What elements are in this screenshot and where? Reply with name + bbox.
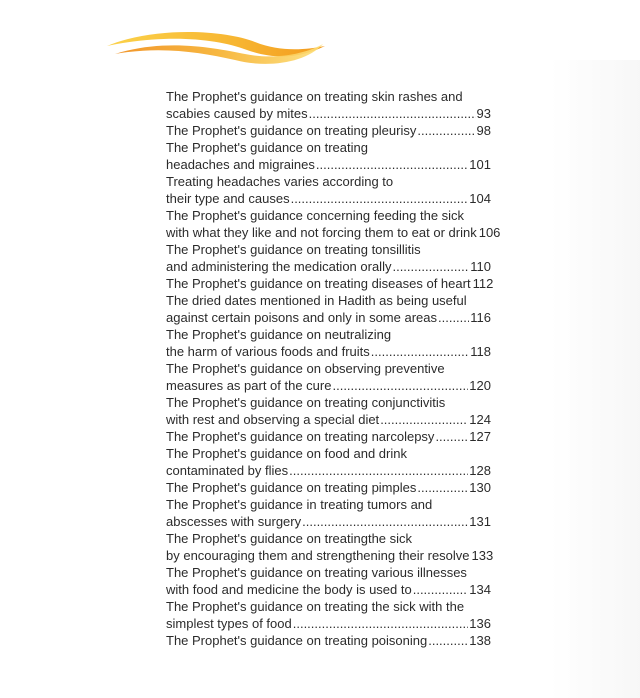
toc-entry-title: The Prophet's guidance on treating narcolepsy: [166, 429, 435, 444]
toc-entry-title: and administering the medication orally: [166, 259, 392, 274]
toc-entry-title: headaches and migraines: [166, 157, 315, 172]
toc-entry-title: The Prophet's guidance on treating pleurisy: [166, 123, 417, 138]
toc-entry-title: The Prophet's guidance on food and drink: [166, 446, 407, 461]
toc-entry[interactable]: [166, 496, 491, 530]
page-number: 93: [476, 106, 491, 121]
toc-entry-title: measures as part of the cure: [166, 378, 332, 393]
toc-entry-last-line: [166, 513, 491, 530]
toc-entry-title: The Prophet's guidance on treating tonsillitis: [166, 242, 421, 257]
toc-entry-title: with food and medicine the body is used to: [166, 582, 412, 597]
toc-entry[interactable]: [166, 326, 491, 360]
toc-entry[interactable]: [166, 479, 491, 496]
page-number: 104: [469, 191, 491, 206]
toc-entry-last-line: [166, 581, 491, 598]
toc-entry[interactable]: [166, 241, 491, 275]
toc-entry-last-line: [166, 258, 491, 275]
dot-leader: [302, 513, 468, 530]
dot-leader: [413, 581, 469, 598]
dot-leader: [428, 632, 468, 649]
page-number: 110: [470, 259, 491, 274]
toc-entry-last-line: [166, 105, 491, 122]
toc-entry[interactable]: [166, 598, 491, 632]
toc-entry-title: The Prophet's guidance on observing preventive: [166, 361, 445, 376]
toc-entry-title: The Prophet's guidance on treating: [166, 140, 368, 155]
page-number: 124: [469, 412, 491, 427]
page-number: 131: [469, 514, 491, 529]
toc-entry-last-line: [166, 309, 491, 326]
toc-entry-title: The Prophet's guidance on treating skin rashes and: [166, 89, 463, 104]
toc-entry-title: contaminated by flies: [166, 463, 289, 478]
page-number: 112: [472, 276, 494, 291]
dot-leader: [289, 462, 468, 479]
toc-entry[interactable]: [166, 360, 491, 394]
page-number: 128: [469, 463, 491, 478]
toc-entry-title: The Prophet's guidance on neutralizing: [166, 327, 392, 342]
toc-entry-title: The Prophet's guidance on treating conjunctivitis: [166, 395, 446, 410]
page-number: 138: [469, 633, 491, 648]
page-number: 116: [470, 310, 491, 325]
page-number: 98: [476, 123, 491, 138]
toc-entry[interactable]: [166, 292, 491, 326]
toc-entry[interactable]: [166, 564, 491, 598]
toc-entry-last-line: [166, 343, 491, 360]
toc-entry-last-line: [166, 462, 491, 479]
toc-entry-title: their type and causes: [166, 191, 290, 206]
toc-entry-title: The Prophet's guidance on treating poisoning: [166, 633, 428, 648]
toc-entry-title: against certain poisons and only in some areas: [166, 310, 437, 325]
toc-entry-title: The Prophet's guidance on treatingthe sick: [166, 531, 413, 546]
toc-entry-title: The Prophet's guidance on treating pimples: [166, 480, 417, 495]
toc-entry-title: with what they like and not forcing them to eat or drink: [166, 225, 477, 240]
page-number: 133: [471, 548, 494, 563]
page-number: 136: [469, 616, 491, 631]
toc-entry-title: The Prophet's guidance on treating diseases of heart: [166, 276, 471, 291]
toc-entry-title: scabies caused by mites: [166, 106, 308, 121]
toc-entry-last-line: [166, 547, 494, 564]
toc-entry-title: The Prophet's guidance in treating tumors and: [166, 497, 433, 512]
toc-entry-last-line: [166, 190, 491, 207]
page-number: 118: [470, 344, 491, 359]
toc-entry-title: The dried dates mentioned in Hadith as being useful: [166, 293, 467, 308]
toc-entry-last-line: [166, 615, 491, 632]
swoosh-ornament-icon: [105, 24, 327, 72]
toc-entry-title: the harm of various foods and fruits: [166, 344, 370, 359]
toc-entry-last-line: [166, 632, 491, 649]
table-of-contents: [166, 88, 501, 649]
toc-entry-last-line: [166, 224, 501, 241]
toc-entry-title: The Prophet's guidance on treating the sick with the: [166, 599, 465, 614]
dot-leader: [417, 122, 475, 139]
dot-leader: [371, 343, 469, 360]
toc-entry-title: by encouraging them and strengthening their resolve: [166, 548, 470, 563]
toc-entry[interactable]: [166, 139, 491, 173]
dot-leader: [291, 190, 469, 207]
toc-entry[interactable]: [166, 88, 491, 122]
toc-entry[interactable]: [166, 122, 491, 139]
toc-entry-last-line: [166, 377, 491, 394]
toc-entry-last-line: [166, 122, 491, 139]
dot-leader: [293, 615, 469, 632]
dot-leader: [417, 479, 468, 496]
toc-entry[interactable]: [166, 275, 494, 292]
toc-entry-title: with rest and observing a special diet: [166, 412, 380, 427]
dot-leader: [332, 377, 468, 394]
page-edge-shade: [550, 60, 640, 698]
page-number: 106: [478, 225, 501, 240]
toc-entry[interactable]: [166, 207, 501, 241]
page-number: 127: [469, 429, 491, 444]
toc-entry[interactable]: [166, 530, 494, 564]
toc-entry-title: abscesses with surgery: [166, 514, 302, 529]
toc-entry-last-line: [166, 479, 491, 496]
toc-entry[interactable]: [166, 173, 491, 207]
page-number: 130: [469, 480, 491, 495]
dot-leader: [438, 309, 469, 326]
page-number: 134: [469, 582, 491, 597]
dot-leader: [380, 411, 468, 428]
page-number: 120: [469, 378, 491, 393]
toc-entry-title: The Prophet's guidance concerning feeding the sick: [166, 208, 465, 223]
toc-entry-title: Treating headaches varies according to: [166, 174, 394, 189]
dot-leader: [392, 258, 469, 275]
dot-leader: [435, 428, 468, 445]
toc-entry-title: The Prophet's guidance on treating various illnesses: [166, 565, 467, 580]
dot-leader: [309, 105, 476, 122]
toc-entry-last-line: [166, 156, 491, 173]
page-number: 101: [469, 157, 491, 172]
toc-entry-last-line: [166, 275, 494, 292]
toc-entry[interactable]: [166, 394, 491, 428]
toc-entry-last-line: [166, 428, 491, 445]
toc-entry-last-line: [166, 411, 491, 428]
toc-entry-title: simplest types of food: [166, 616, 292, 631]
toc-entry[interactable]: [166, 632, 491, 649]
dot-leader: [316, 156, 468, 173]
toc-entry[interactable]: [166, 428, 491, 445]
toc-entry[interactable]: [166, 445, 491, 479]
